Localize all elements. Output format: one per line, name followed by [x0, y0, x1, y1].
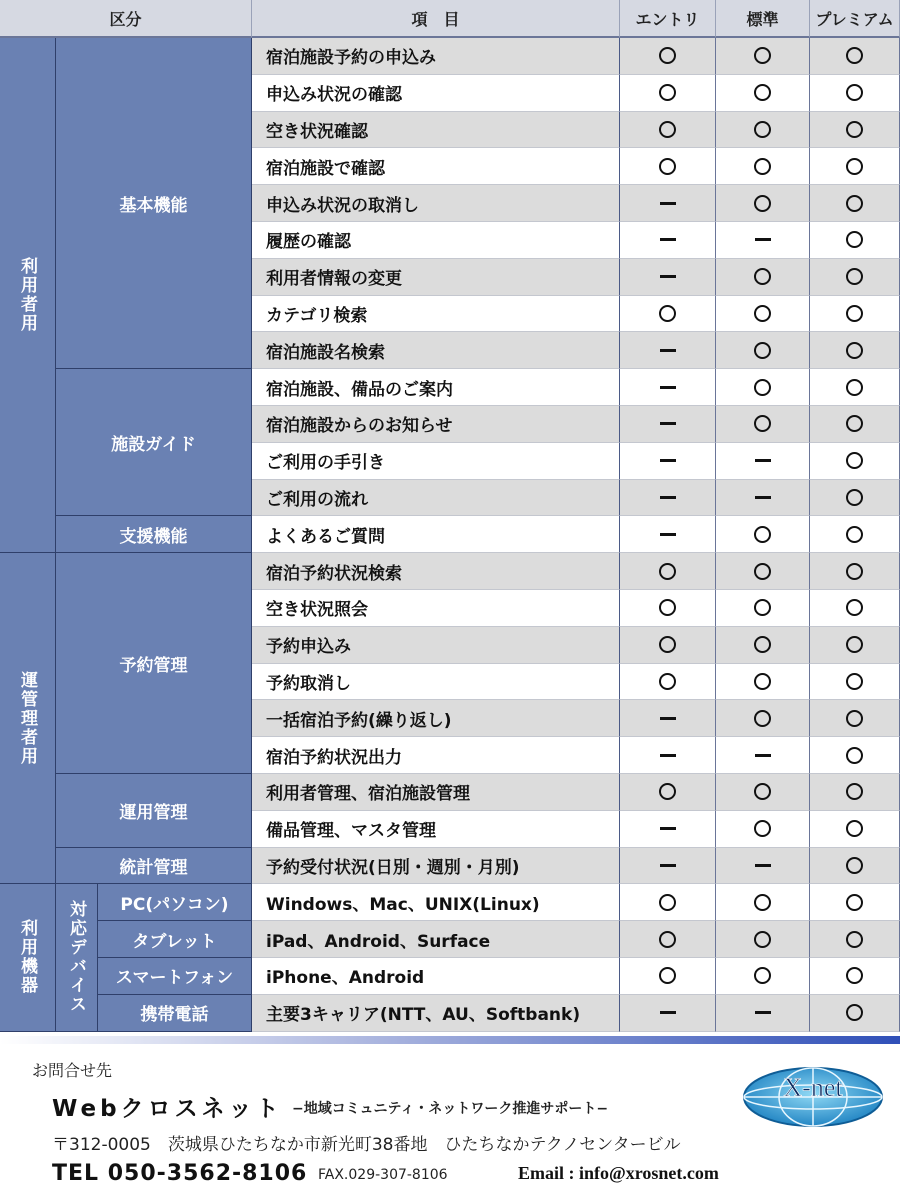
circle-mark-icon: [846, 158, 863, 175]
entry-mark: [620, 664, 716, 701]
email-address: Email : info@xrosnet.com: [518, 1163, 719, 1183]
footer-gradient-bar: [0, 1036, 900, 1044]
device-type-label: スマートフォン: [115, 968, 234, 989]
logo-text: X-net: [783, 1073, 843, 1102]
circle-mark-icon: [846, 84, 863, 101]
feature-item-label: 宿泊施設、備品のご案内: [266, 379, 453, 400]
subcategory-1-2: [56, 848, 252, 885]
feature-item-label: 宿泊施設名検索: [266, 342, 385, 363]
globe-icon: [742, 1066, 884, 1128]
circle-mark-icon: [754, 121, 771, 138]
header-category: [0, 0, 252, 38]
circle-mark-icon: [846, 636, 863, 653]
category-2: [0, 884, 56, 1031]
standard-mark: [716, 75, 810, 112]
circle-mark-icon: [846, 563, 863, 580]
standard-mark: [716, 811, 810, 848]
premium-mark: [810, 38, 900, 75]
feature-item-label: 利用者情報の変更: [266, 269, 402, 290]
circle-mark-icon: [846, 931, 863, 948]
premium-mark: [810, 848, 900, 885]
circle-mark-icon: [659, 599, 676, 616]
circle-mark-icon: [846, 121, 863, 138]
device-type-label: 携帯電話: [140, 1005, 209, 1026]
entry-mark: [620, 884, 716, 921]
circle-mark-icon: [754, 415, 771, 432]
standard-mark: [716, 443, 810, 480]
entry-mark: [620, 222, 716, 259]
dash-mark-icon: [755, 754, 771, 757]
contact-label: お問合せ先: [32, 1061, 113, 1080]
circle-mark-icon: [846, 599, 863, 616]
circle-mark-icon: [846, 195, 863, 212]
subcategory-0-0: [56, 38, 252, 369]
subcategory-label: 基本機能: [119, 195, 188, 216]
circle-mark-icon: [659, 47, 676, 64]
circle-mark-icon: [846, 894, 863, 911]
premium-mark: [810, 958, 900, 995]
feature-item: [252, 811, 620, 848]
dash-mark-icon: [755, 1011, 771, 1014]
company-name: Webクロスネット: [52, 1096, 283, 1122]
feature-item-label: 申込み状況の取消し: [266, 195, 419, 216]
circle-mark-icon: [846, 820, 863, 837]
dash-mark-icon: [660, 386, 676, 389]
feature-item: [252, 553, 620, 590]
standard-mark: [716, 406, 810, 443]
standard-mark: [716, 737, 810, 774]
feature-item-label: 宿泊施設で確認: [266, 158, 385, 179]
circle-mark-icon: [846, 783, 863, 800]
standard-mark: [716, 958, 810, 995]
company-tagline: −地域コミュニティ・ネットワーク推進サポート−: [292, 1101, 609, 1117]
feature-item-label: 主要3キャリア(NTT、AU、Softbank): [266, 1005, 581, 1026]
entry-mark: [620, 259, 716, 296]
device-type-label: PC(パソコン): [120, 894, 229, 915]
circle-mark-icon: [754, 783, 771, 800]
feature-item-label: ご利用の流れ: [266, 489, 368, 510]
circle-mark-icon: [659, 158, 676, 175]
device-type: [98, 958, 252, 995]
premium-mark: [810, 590, 900, 627]
circle-mark-icon: [754, 710, 771, 727]
entry-mark: [620, 38, 716, 75]
feature-item-label: 宿泊予約状況出力: [266, 747, 402, 768]
feature-item: [252, 259, 620, 296]
entry-mark: [620, 480, 716, 517]
premium-mark: [810, 774, 900, 811]
feature-item-label: 宿泊施設からのお知らせ: [266, 416, 453, 437]
entry-mark: [620, 921, 716, 958]
subcategory-label: 支援機能: [119, 526, 188, 547]
feature-item: [252, 995, 620, 1032]
entry-mark: [620, 811, 716, 848]
feature-item: [252, 848, 620, 885]
standard-mark: [716, 774, 810, 811]
circle-mark-icon: [754, 526, 771, 543]
dash-mark-icon: [660, 717, 676, 720]
entry-mark: [620, 848, 716, 885]
subcategory-label: 統計管理: [119, 857, 188, 878]
circle-mark-icon: [659, 563, 676, 580]
feature-item: [252, 369, 620, 406]
standard-mark: [716, 259, 810, 296]
dash-mark-icon: [660, 864, 676, 867]
feature-item: [252, 700, 620, 737]
circle-mark-icon: [754, 342, 771, 359]
circle-mark-icon: [659, 894, 676, 911]
circle-mark-icon: [659, 305, 676, 322]
standard-mark: [716, 700, 810, 737]
premium-mark: [810, 296, 900, 333]
circle-mark-icon: [754, 636, 771, 653]
premium-mark: [810, 222, 900, 259]
device-type: [98, 995, 252, 1032]
circle-mark-icon: [846, 747, 863, 764]
dash-mark-icon: [660, 1011, 676, 1014]
premium-mark: [810, 259, 900, 296]
circle-mark-icon: [754, 158, 771, 175]
circle-mark-icon: [754, 599, 771, 616]
feature-item: [252, 627, 620, 664]
circle-mark-icon: [846, 710, 863, 727]
standard-mark: [716, 296, 810, 333]
entry-mark: [620, 148, 716, 185]
premium-mark: [810, 443, 900, 480]
premium-mark: [810, 516, 900, 553]
dash-mark-icon: [660, 754, 676, 757]
standard-mark: [716, 148, 810, 185]
circle-mark-icon: [846, 231, 863, 248]
circle-mark-icon: [754, 894, 771, 911]
dash-mark-icon: [755, 496, 771, 499]
circle-mark-icon: [846, 342, 863, 359]
company-address: 〒312-0005 茨城県ひたちなか市新光町38番地 ひたちなかテクノセンタービル: [52, 1135, 681, 1155]
circle-mark-icon: [846, 673, 863, 690]
standard-mark: [716, 222, 810, 259]
dash-mark-icon: [660, 238, 676, 241]
feature-item-label: カテゴリ検索: [266, 305, 368, 326]
entry-mark: [620, 737, 716, 774]
premium-mark: [810, 75, 900, 112]
premium-mark: [810, 995, 900, 1032]
phone-number: TEL 050-3562-8106: [52, 1161, 308, 1186]
premium-mark: [810, 406, 900, 443]
standard-mark: [716, 480, 810, 517]
header-premium-label: プレミアム: [815, 9, 894, 29]
subcategory-label: 運用管理: [119, 802, 188, 823]
circle-mark-icon: [846, 857, 863, 874]
subcategory-1-0: [56, 553, 252, 774]
standard-mark: [716, 848, 810, 885]
circle-mark-icon: [754, 673, 771, 690]
premium-mark: [810, 811, 900, 848]
premium-mark: [810, 112, 900, 149]
feature-item: [252, 296, 620, 333]
feature-item: [252, 222, 620, 259]
dash-mark-icon: [660, 459, 676, 462]
dash-mark-icon: [660, 275, 676, 278]
dash-mark-icon: [755, 459, 771, 462]
circle-mark-icon: [659, 967, 676, 984]
feature-item-label: 予約申込み: [266, 637, 351, 658]
dash-mark-icon: [755, 864, 771, 867]
entry-mark: [620, 627, 716, 664]
premium-mark: [810, 737, 900, 774]
feature-item-label: 備品管理、マスタ管理: [266, 821, 436, 842]
circle-mark-icon: [846, 1004, 863, 1021]
feature-item: [252, 590, 620, 627]
circle-mark-icon: [659, 673, 676, 690]
feature-item-label: 宿泊施設予約の申込み: [266, 48, 436, 69]
entry-mark: [620, 958, 716, 995]
entry-mark: [620, 553, 716, 590]
entry-mark: [620, 774, 716, 811]
premium-mark: [810, 185, 900, 222]
dash-mark-icon: [660, 422, 676, 425]
premium-mark: [810, 369, 900, 406]
feature-item: [252, 332, 620, 369]
feature-item: [252, 480, 620, 517]
feature-item: [252, 443, 620, 480]
standard-mark: [716, 112, 810, 149]
standard-mark: [716, 590, 810, 627]
circle-mark-icon: [754, 931, 771, 948]
premium-mark: [810, 627, 900, 664]
feature-item: [252, 148, 620, 185]
circle-mark-icon: [659, 84, 676, 101]
circle-mark-icon: [846, 967, 863, 984]
feature-item-label: 利用者管理、宿泊施設管理: [266, 784, 470, 805]
feature-item-label: 申込み状況の確認: [266, 85, 402, 106]
circle-mark-icon: [659, 783, 676, 800]
circle-mark-icon: [754, 195, 771, 212]
subcategory-0-2: [56, 516, 252, 553]
circle-mark-icon: [754, 268, 771, 285]
entry-mark: [620, 406, 716, 443]
entry-mark: [620, 369, 716, 406]
subcategory-label: 施設ガイド: [111, 434, 196, 455]
standard-mark: [716, 627, 810, 664]
category-label: 利用機器: [17, 919, 37, 996]
circle-mark-icon: [754, 379, 771, 396]
xnet-logo: [742, 1066, 884, 1128]
device-type: [98, 921, 252, 958]
circle-mark-icon: [846, 452, 863, 469]
premium-mark: [810, 553, 900, 590]
feature-item-label: iPhone、Android: [266, 968, 425, 989]
feature-item: [252, 884, 620, 921]
circle-mark-icon: [754, 47, 771, 64]
circle-mark-icon: [754, 967, 771, 984]
circle-mark-icon: [659, 931, 676, 948]
device-type-label: タブレット: [132, 931, 217, 952]
standard-mark: [716, 332, 810, 369]
circle-mark-icon: [846, 47, 863, 64]
subcategory-0-1: [56, 369, 252, 516]
feature-item-label: 宿泊予約状況検索: [266, 563, 402, 584]
feature-item: [252, 664, 620, 701]
feature-item-label: 予約受付状況(日別・週別・月別): [266, 857, 520, 878]
feature-item: [252, 737, 620, 774]
standard-mark: [716, 369, 810, 406]
device-subcategory-label: 対応デバイス: [66, 900, 86, 1015]
feature-item: [252, 75, 620, 112]
feature-item-label: iPad、Android、Surface: [266, 931, 491, 952]
entry-mark: [620, 700, 716, 737]
entry-mark: [620, 443, 716, 480]
standard-mark: [716, 664, 810, 701]
standard-mark: [716, 516, 810, 553]
standard-mark: [716, 995, 810, 1032]
feature-item-label: 履歴の確認: [266, 232, 351, 253]
feature-item-label: 予約取消し: [266, 673, 351, 694]
entry-mark: [620, 185, 716, 222]
circle-mark-icon: [754, 305, 771, 322]
feature-item-label: ご利用の手引き: [266, 453, 385, 474]
category-1: [0, 553, 56, 884]
premium-mark: [810, 480, 900, 517]
header-category-label: 区分: [109, 9, 142, 29]
circle-mark-icon: [754, 563, 771, 580]
header-item: [252, 0, 620, 38]
dash-mark-icon: [755, 238, 771, 241]
feature-item: [252, 774, 620, 811]
premium-mark: [810, 700, 900, 737]
device-type: [98, 884, 252, 921]
header-entry-label: エントリ: [635, 9, 700, 29]
category-0: [0, 38, 56, 553]
category-label: 運管理者用: [17, 670, 37, 766]
feature-item: [252, 958, 620, 995]
header-premium: [810, 0, 900, 38]
standard-mark: [716, 38, 810, 75]
subcategory-label: 予約管理: [119, 655, 188, 676]
entry-mark: [620, 590, 716, 627]
feature-item-label: Windows、Mac、UNIX(Linux): [266, 894, 540, 915]
feature-item: [252, 38, 620, 75]
feature-item: [252, 516, 620, 553]
circle-mark-icon: [846, 268, 863, 285]
circle-mark-icon: [846, 489, 863, 506]
subcategory-1-1: [56, 774, 252, 848]
header-entry: [620, 0, 716, 38]
feature-item: [252, 112, 620, 149]
category-label: 利用者用: [17, 257, 37, 334]
circle-mark-icon: [754, 84, 771, 101]
entry-mark: [620, 112, 716, 149]
entry-mark: [620, 332, 716, 369]
circle-mark-icon: [659, 121, 676, 138]
feature-item: [252, 185, 620, 222]
circle-mark-icon: [846, 379, 863, 396]
premium-mark: [810, 148, 900, 185]
device-subcategory: [56, 884, 98, 1031]
circle-mark-icon: [846, 415, 863, 432]
premium-mark: [810, 884, 900, 921]
feature-item-label: 空き状況確認: [266, 121, 368, 142]
circle-mark-icon: [846, 526, 863, 543]
feature-item-label: よくあるご質問: [266, 526, 385, 547]
standard-mark: [716, 553, 810, 590]
dash-mark-icon: [660, 827, 676, 830]
entry-mark: [620, 75, 716, 112]
premium-mark: [810, 664, 900, 701]
dash-mark-icon: [660, 533, 676, 536]
dash-mark-icon: [660, 496, 676, 499]
premium-mark: [810, 332, 900, 369]
fax-number: FAX.029-307-8106: [318, 1167, 448, 1183]
feature-item: [252, 406, 620, 443]
circle-mark-icon: [846, 305, 863, 322]
standard-mark: [716, 921, 810, 958]
entry-mark: [620, 516, 716, 553]
dash-mark-icon: [660, 349, 676, 352]
circle-mark-icon: [659, 636, 676, 653]
feature-item-label: 空き状況照会: [266, 600, 368, 621]
circle-mark-icon: [754, 820, 771, 837]
header-item-label: 項 目: [411, 9, 460, 29]
header-standard-label: 標準: [746, 9, 779, 29]
standard-mark: [716, 884, 810, 921]
feature-item-label: 一括宿泊予約(繰り返し): [266, 710, 452, 731]
header-standard: [716, 0, 810, 38]
dash-mark-icon: [660, 202, 676, 205]
entry-mark: [620, 995, 716, 1032]
entry-mark: [620, 296, 716, 333]
standard-mark: [716, 185, 810, 222]
feature-item: [252, 921, 620, 958]
premium-mark: [810, 921, 900, 958]
